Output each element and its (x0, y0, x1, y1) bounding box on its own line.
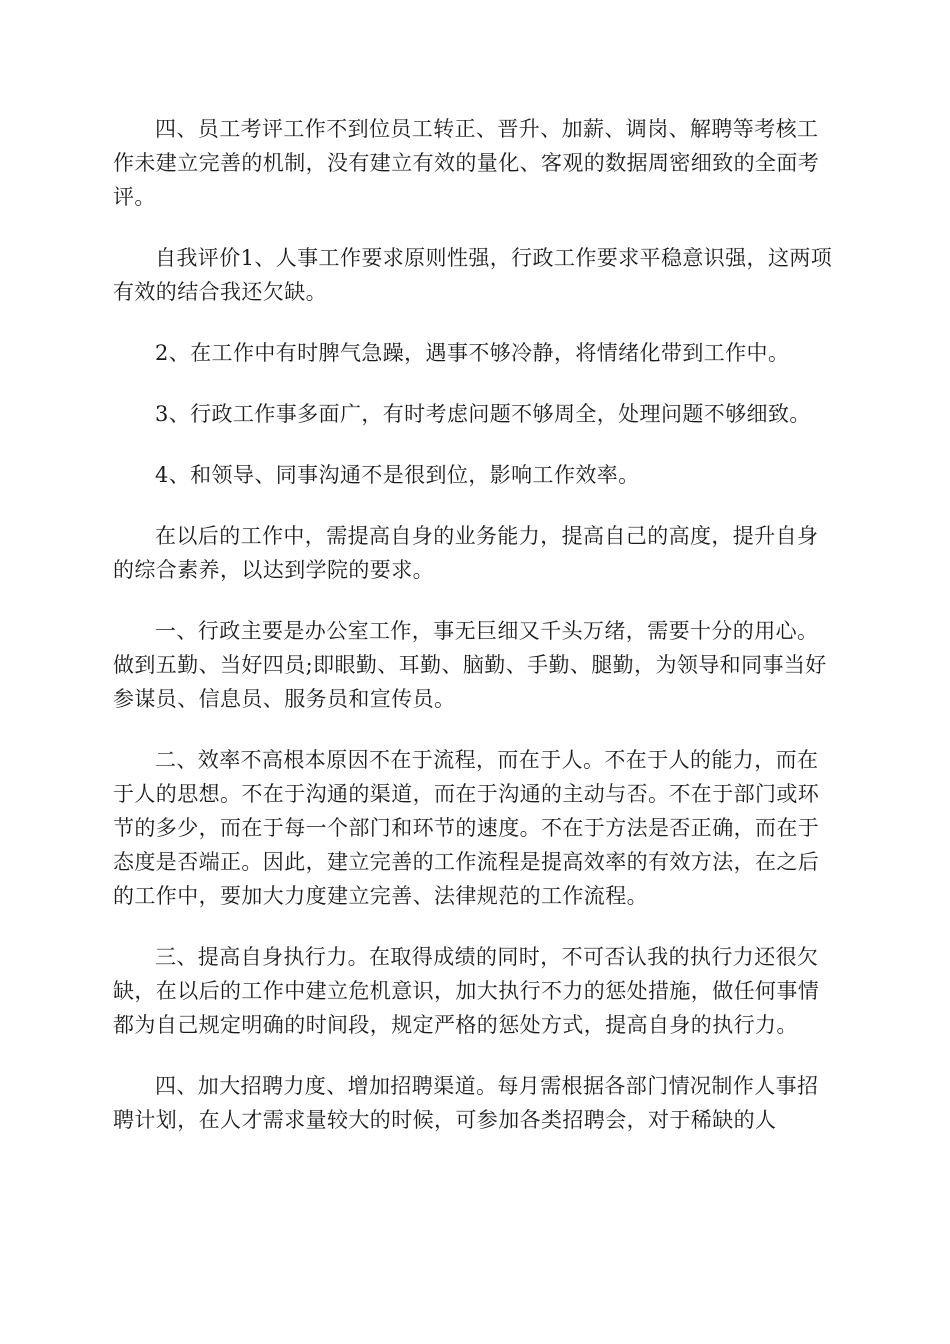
paragraph-plan-1: 一、行政主要是办公室工作，事无巨细又千头万绪，需要十分的用心。做到五勤、当好四员;即眼勤、耳勤、脑勤、手勤、腿勤，为领导和同事当好参谋员、信息员、服务员和宣传员。 (113, 619, 827, 711)
paragraph-future-work: 在以后的工作中，需提高自身的业务能力，提高自己的高度，提升自身的综合素养，以达到学院的要求。 (113, 524, 819, 582)
paragraph-self-evaluation-2: 2、在工作中有时脾气急躁，遇事不够冷静，将情绪化带到工作中。 (155, 341, 790, 365)
paragraph-plan-4: 四、加大招聘力度、增加招聘渠道。每月需根据各部门情况制作人事招聘计划，在人才需求量较大的时候，可参加各类招聘会，对于稀缺的人 (113, 1074, 819, 1132)
paragraph-employee-evaluation: 四、员工考评工作不到位员工转正、晋升、加薪、调岗、解聘等考核工作未建立完善的机制，没有建立有效的量化、客观的数据周密细致的全面考评。 (113, 117, 820, 209)
paragraph-plan-3: 三、提高自身执行力。在取得成绩的同时，不可否认我的执行力还很欠缺，在以后的工作中建立危机意识，加大执行不力的惩处措施，做任何事情都为自己规定明确的时间段，规定严格的惩处方式，提高自身的执行力。 (113, 945, 820, 1037)
paragraph-self-evaluation-3: 3、行政工作事多面广，有时考虑问题不够周全，处理问题不够细致。 (155, 402, 811, 426)
document-body (113, 112, 833, 1164)
paragraph-plan-2: 二、效率不高根本原因不在于流程，而在于人。不在于人的能力，而在于人的思想。不在于沟通的渠道，而在于沟通的主动与否。不在于部门或环节的多少，而在于每一个部门和环节的速度。不在于方法是否正确，而在于态度是否端正。因此，建立完善的工作流程是提高效率的有效方法，在之后的工作中，要加大力度建立完善、法律规范的工作流程。 (113, 748, 820, 908)
paragraph-self-evaluation-4: 4、和领导、同事沟通不是很到位，影响工作效率。 (155, 463, 640, 487)
paragraph-self-evaluation-1: 自我评价1、人事工作要求原则性强，行政工作要求平稳意识强，这两项有效的结合我还欠缺。 (113, 246, 833, 304)
